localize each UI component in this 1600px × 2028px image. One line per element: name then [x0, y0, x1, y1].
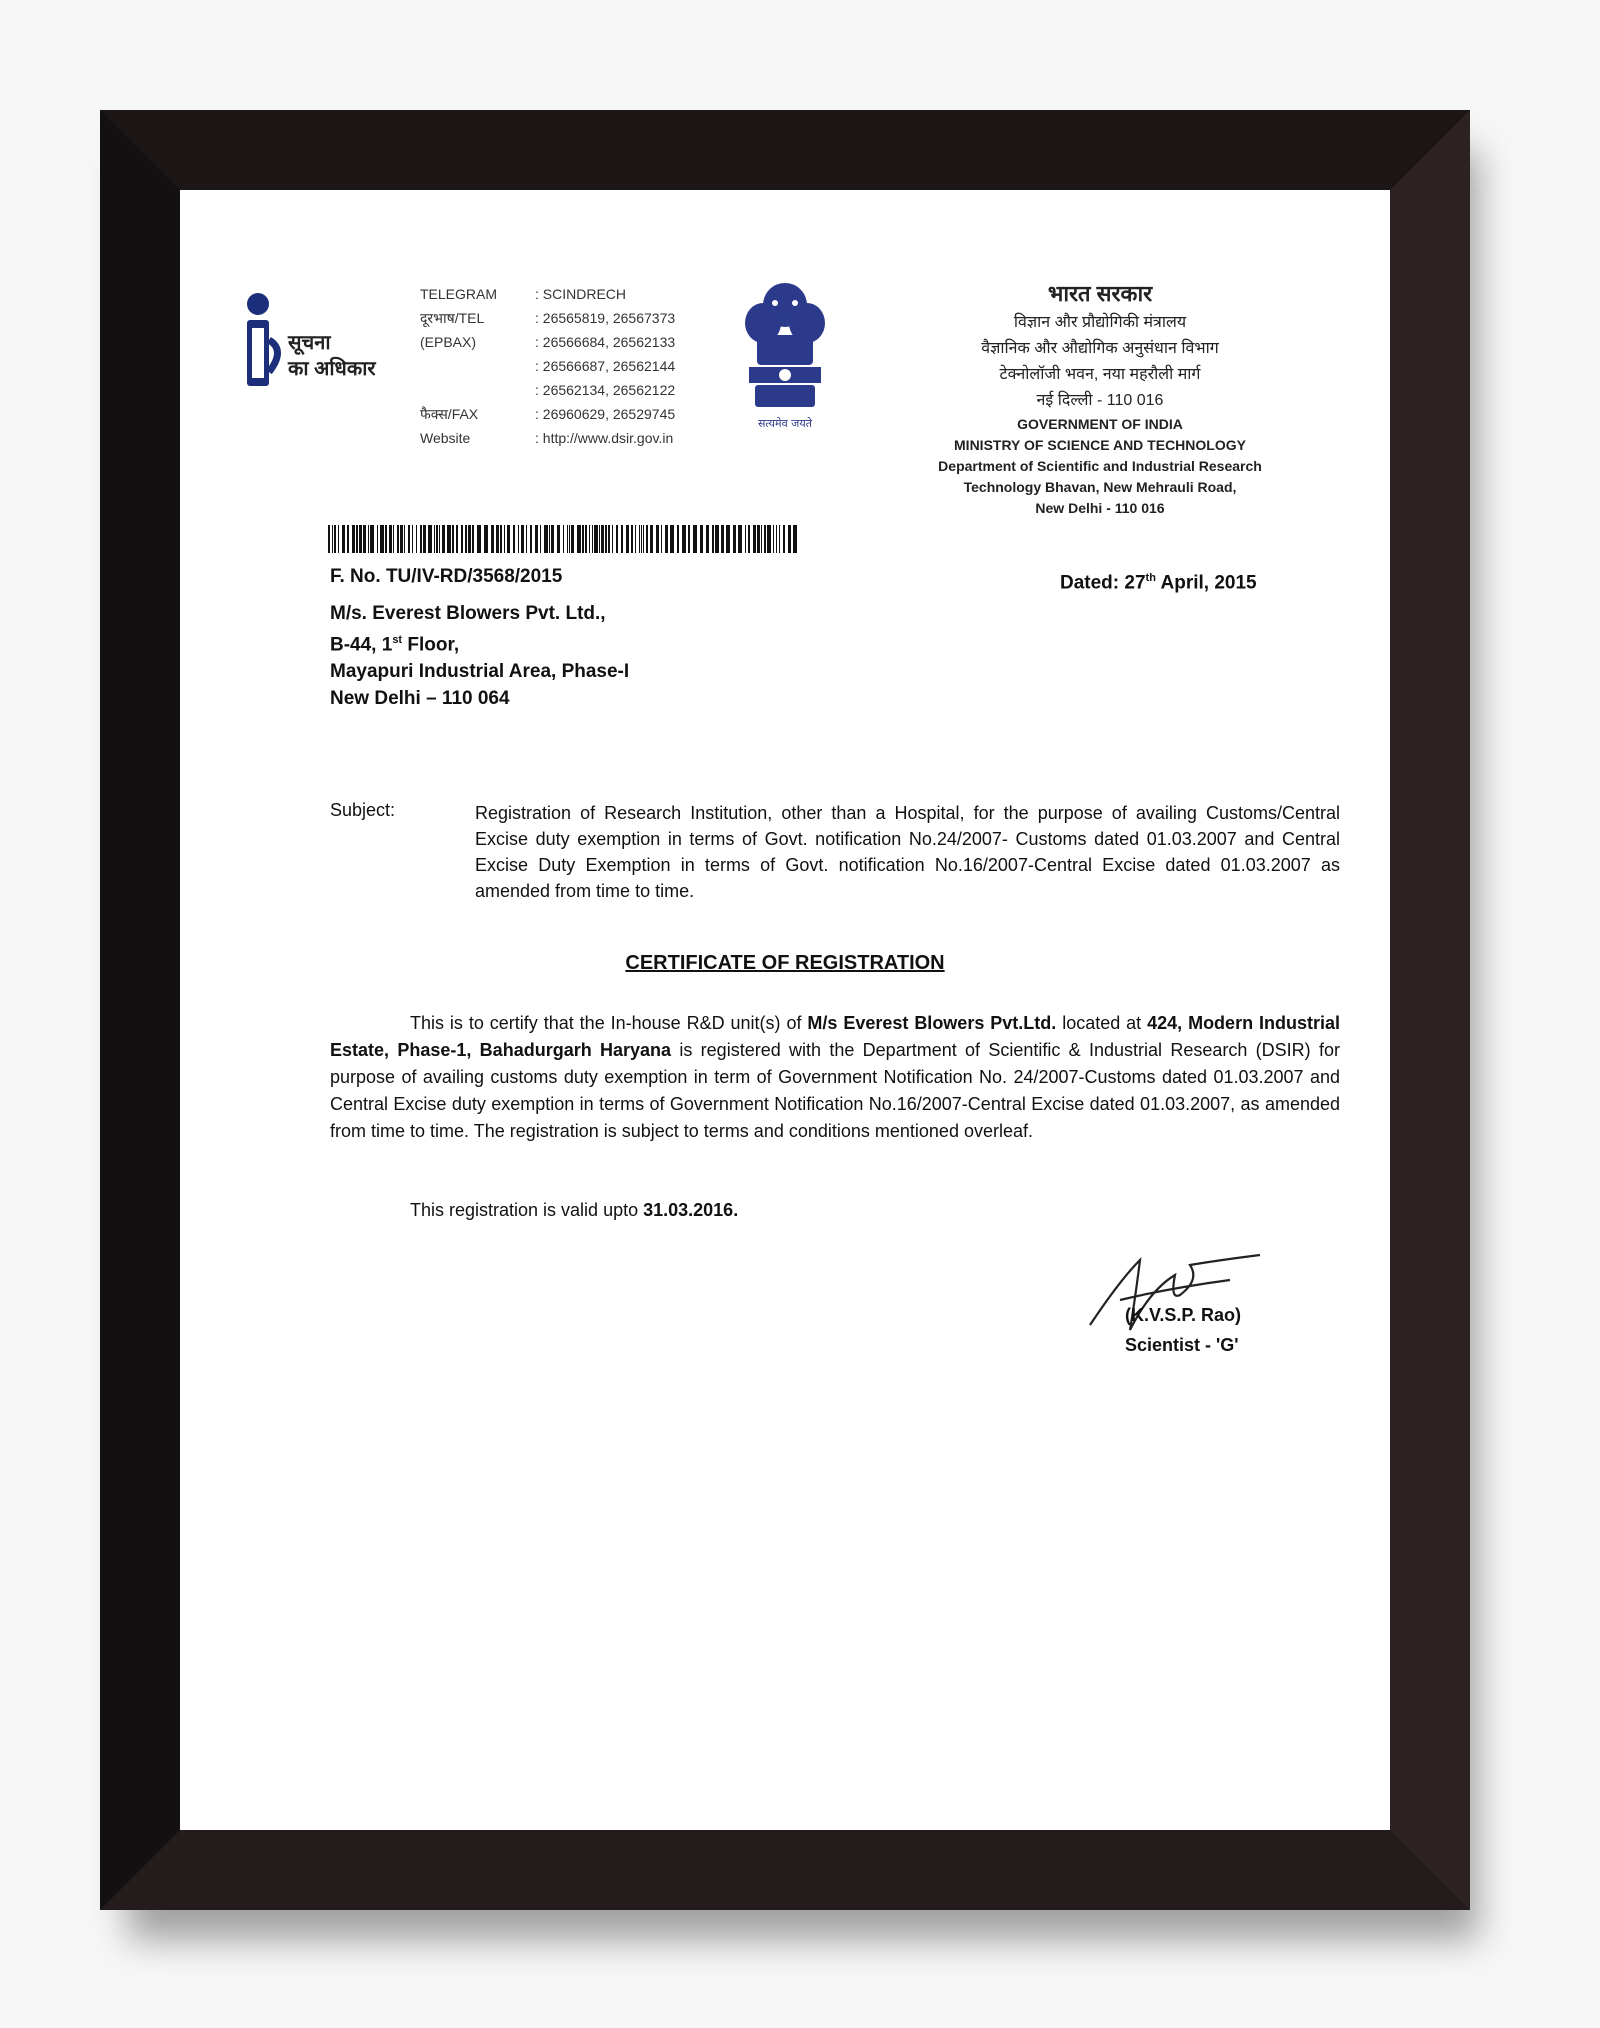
barcode-bar	[526, 525, 527, 553]
barcode-bar	[530, 525, 532, 553]
barcode-bar	[661, 525, 662, 553]
certificate-body: This is to certify that the In-house R&D unit(s) of M/s Everest Blowers Pvt.Ltd. located at 424, Modern Industrial Estate, Phase-1, Bahadurgarh Haryana is registered with the Department of Scientific & Industrial Research (DSIR) for purpose of availing customs duty exemption in term of Government Notification No. 24/2007-Customs dated 01.03.2007 and Central Excise duty exemption in terms of Government Notification No.16/2007-Central Excise dated 01.03.2007, as amended from time to time. The registration is subject to terms and conditions mentioned overleaf.	[330, 1013, 1340, 1141]
barcode-bar	[461, 525, 463, 553]
barcode-bar	[389, 525, 392, 553]
contact-row: TELEGRAM : SCINDRECH	[420, 286, 627, 302]
national-emblem-icon	[735, 275, 835, 435]
barcode-bar	[491, 525, 494, 553]
barcode-bar	[650, 525, 653, 553]
barcode-bar	[472, 525, 474, 553]
government-header	[880, 278, 1320, 519]
barcode-bar	[639, 525, 640, 553]
barcode-bar	[356, 525, 358, 553]
barcode-bar	[370, 525, 374, 553]
barcode-bar	[465, 525, 467, 553]
barcode-bar	[456, 525, 458, 553]
contact-row: दूरभाष/TEL : 26565819, 26567373	[420, 310, 676, 326]
barcode-bar	[641, 525, 642, 553]
signatory-designation: Scientist - 'G'	[1125, 1335, 1239, 1355]
barcode-bar	[601, 525, 604, 553]
barcode-bar	[726, 525, 730, 553]
barcode-bar	[338, 525, 339, 553]
barcode-bar	[592, 525, 593, 553]
barcode-bar	[712, 525, 714, 553]
barcode-bar	[397, 525, 399, 553]
barcode-bar	[776, 525, 777, 553]
barcode-bar	[567, 525, 568, 553]
recipient-address	[330, 600, 629, 712]
barcode-bar	[589, 525, 590, 553]
barcode-bar	[549, 525, 550, 553]
barcode-bar	[608, 525, 610, 553]
address-line: Mayapuri Industrial Area, Phase-I	[330, 661, 630, 683]
address-line: B-44, 1st Floor,	[330, 634, 460, 656]
barcode-bar	[332, 525, 333, 553]
barcode-bar	[646, 525, 648, 553]
logo-text-line: का अधिकार	[288, 358, 376, 380]
barcode-bar	[477, 525, 481, 553]
barcode-bar	[626, 525, 629, 553]
barcode-bar	[412, 525, 413, 553]
barcode-bar	[764, 525, 766, 553]
barcode-bar	[521, 525, 524, 553]
rti-logo-icon	[230, 290, 290, 400]
govt-english-line: New Delhi - 110 016	[1035, 500, 1165, 516]
subject-label: Subject:	[330, 800, 396, 820]
barcode-bar	[416, 525, 417, 553]
barcode-bar	[535, 525, 538, 553]
barcode-bar	[496, 525, 499, 553]
barcode-bar	[507, 525, 510, 553]
barcode-bar	[468, 525, 471, 553]
barcode-bar	[442, 525, 445, 553]
govt-hindi-line: वैज्ञानिक और औद्योगिक अनुसंधान विभाग	[981, 340, 1219, 357]
barcode-bar	[334, 525, 336, 553]
certificate-title: CERTIFICATE OF REGISTRATION	[625, 952, 945, 974]
barcode-bar	[423, 525, 426, 553]
contact-row: Website : http://www.dsir.gov.in	[420, 430, 674, 446]
barcode-bar	[563, 525, 564, 553]
barcode-bar	[594, 525, 598, 553]
barcode-bar	[328, 525, 330, 553]
barcode-bar	[452, 525, 454, 553]
rti-logo-text	[288, 330, 376, 382]
barcode-bar	[761, 525, 762, 553]
barcode-bar	[693, 525, 697, 553]
barcode-bar	[616, 525, 618, 553]
barcode-bar	[428, 525, 432, 553]
address-line: M/s. Everest Blowers Pvt. Ltd.,	[330, 603, 606, 624]
barcode-bar	[447, 525, 451, 553]
govt-english-line: GOVERNMENT OF INDIA	[1017, 416, 1183, 432]
barcode-bar	[665, 525, 668, 553]
barcode-bar	[518, 525, 519, 553]
barcode-bar	[599, 525, 600, 553]
validity-date: 31.03.2016.	[643, 1200, 739, 1220]
barcode-bar	[767, 525, 771, 553]
barcode-bar	[434, 525, 435, 553]
barcode-bar	[738, 525, 742, 553]
barcode-bar	[700, 525, 703, 553]
barcode-bar	[513, 525, 515, 553]
barcode-bar	[721, 525, 724, 553]
barcode-bar	[500, 525, 502, 553]
barcode-bar	[377, 525, 378, 553]
letter-date: Dated: 27th April, 2015	[1060, 572, 1257, 594]
barcode-bar	[773, 525, 774, 553]
emblem-caption: सत्यमेव जयते	[757, 417, 813, 430]
barcode-bar	[551, 525, 554, 553]
barcode-bar	[585, 525, 587, 553]
barcode-bar	[631, 525, 633, 553]
unit-location: 424, Modern Industrial Estate, Phase-1, Bahadurgarh Haryana	[330, 1013, 1340, 1060]
barcode-bar	[569, 525, 570, 553]
barcode-bar	[582, 525, 584, 553]
barcode-bar	[359, 525, 362, 553]
barcode-bar	[688, 525, 690, 553]
logo-text-line: सूचना	[288, 332, 331, 354]
govt-english-line: Technology Bhavan, New Mehrauli Road,	[963, 479, 1237, 495]
barcode-bar	[400, 525, 403, 553]
barcode-bar	[643, 525, 644, 553]
contact-row: (EPBAX) : 26566684, 26562133	[420, 334, 676, 350]
contact-row: फैक्स/FAX : 26960629, 26529745	[420, 406, 676, 422]
barcode-bar	[656, 525, 659, 553]
barcode-bar	[715, 525, 719, 553]
barcode-bar	[779, 525, 780, 553]
contact-details	[420, 282, 745, 450]
barcode-bar	[385, 525, 387, 553]
barcode-bar	[577, 525, 581, 553]
barcode-bar	[635, 525, 636, 553]
barcode-bar	[393, 525, 394, 553]
barcode-bar	[408, 525, 410, 553]
barcode-bar	[352, 525, 355, 553]
barcode-bar	[347, 525, 349, 553]
contact-row: : 26562134, 26562122	[535, 382, 676, 398]
barcode-bar	[793, 525, 797, 553]
govt-hindi-line: नई दिल्ली - 110 016	[1036, 392, 1164, 409]
barcode-bar	[745, 525, 746, 553]
barcode-bar	[621, 525, 623, 553]
barcode-bar	[783, 525, 785, 553]
govt-english-line: Department of Scientific and Industrial Research	[938, 458, 1262, 474]
barcode-bar	[788, 525, 791, 553]
barcode-bar	[605, 525, 607, 553]
signatory-name: (K.V.S.P. Rao)	[1125, 1305, 1242, 1325]
barcode-bar	[612, 525, 613, 553]
barcode-bar	[682, 525, 686, 553]
barcode-bar	[439, 525, 440, 553]
validity-statement: This registration is valid upto 31.03.2016.	[410, 1200, 739, 1220]
barcode-bar	[342, 525, 345, 553]
address-line: New Delhi – 110 064	[330, 688, 510, 710]
barcode-bar	[420, 525, 422, 553]
barcode-bar	[557, 525, 560, 553]
barcode-bar	[484, 525, 488, 553]
barcode	[328, 525, 803, 553]
barcode-bar	[733, 525, 736, 553]
barcode-bar	[380, 525, 384, 553]
barcode-bar	[363, 525, 366, 553]
govt-hindi-line: विज्ञान और प्रौद्योगिकी मंत्रालय	[1013, 314, 1187, 331]
certificate-document	[180, 190, 1390, 1830]
barcode-bar	[504, 525, 505, 553]
govt-hindi-line: टेक्नोलॉजी भवन, नया महरौली मार्ग	[999, 366, 1201, 383]
barcode-bar	[540, 525, 541, 553]
govt-english-line: MINISTRY OF SCIENCE AND TECHNOLOGY	[954, 437, 1246, 453]
barcode-bar	[670, 525, 674, 553]
picture-frame	[100, 110, 1470, 1910]
barcode-bar	[677, 525, 679, 553]
contact-row: : 26566687, 26562144	[535, 358, 676, 374]
barcode-bar	[757, 525, 760, 553]
barcode-bar	[368, 525, 369, 553]
barcode-bar	[706, 525, 709, 553]
barcode-bar	[544, 525, 548, 553]
file-number: F. No. TU/IV-RD/3568/2015	[330, 566, 563, 587]
govt-hindi-title: भारत सरकार	[1047, 281, 1153, 306]
barcode-bar	[753, 525, 756, 553]
signatory-block	[1125, 1300, 1241, 1360]
company-name: M/s Everest Blowers Pvt.Ltd.	[807, 1013, 1057, 1033]
barcode-bar	[436, 525, 438, 553]
barcode-bar	[748, 525, 750, 553]
barcode-bar	[404, 525, 405, 553]
subject-text: Registration of Research Institution, other than a Hospital, for the purpose of availing Customs/Central Excise duty exemption in terms of Govt. notification No.24/2007- Customs dated 01.03.2007 and Central Excise Duty Exemption in terms of Govt. notification No.16/2007-Central Excise dated 01.03.2007 as amended from time to time.	[475, 803, 1340, 901]
barcode-bar	[571, 525, 574, 553]
